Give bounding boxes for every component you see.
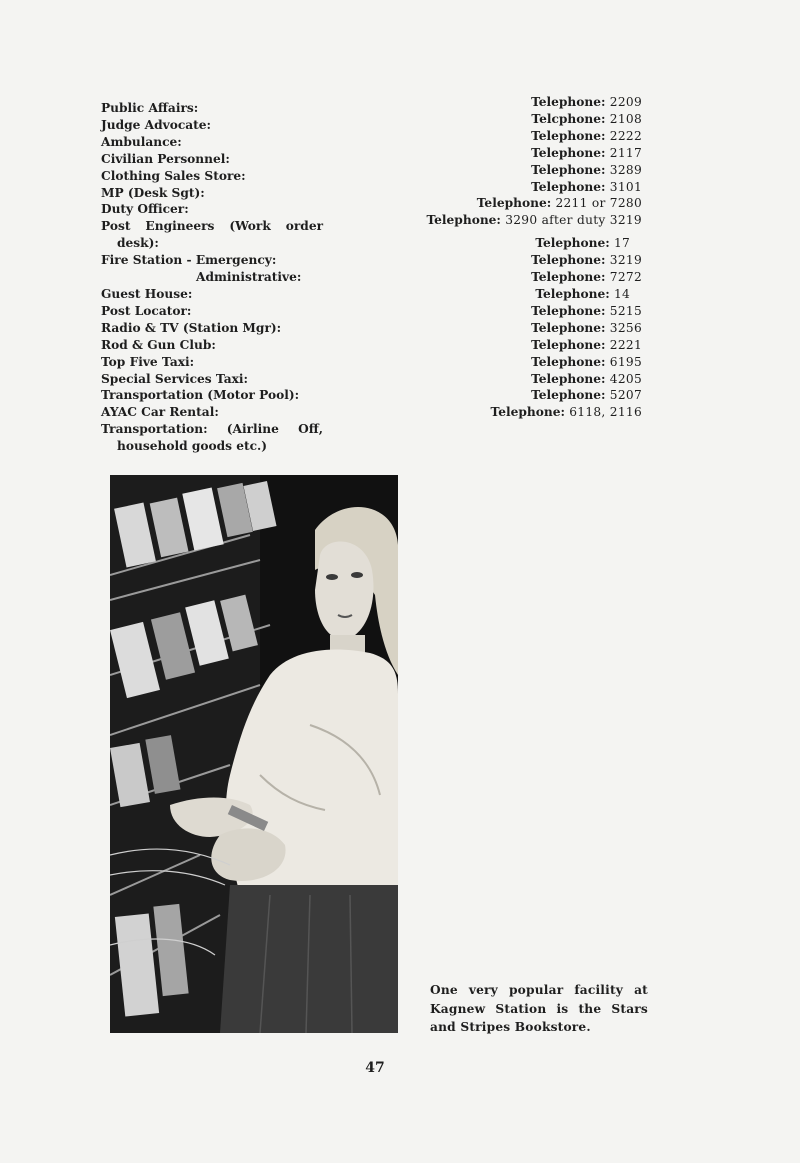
phone-entry: Telcphone: 2108 — [531, 111, 642, 126]
label-radio-tv: Radio & TV (Station Mgr): — [101, 320, 282, 335]
label-transportation-airline: Transportation: (Airline Off, — [101, 422, 323, 437]
label-post-engineers-cont: desk): — [117, 236, 159, 251]
phone-entry: Telephone: 3289 — [531, 162, 642, 177]
phone-entry: Telephone: 3290 after duty 3219 — [426, 213, 642, 228]
label-transportation-airline-cont: household goods etc.) — [117, 439, 268, 454]
phone-entry: Telephone: 3256 — [531, 320, 642, 335]
phone-entry: Telephone: 6195 — [531, 354, 642, 369]
label-ayac-car-rental: AYAC Car Rental: — [101, 405, 219, 420]
phone-entry: Telephone: 3219 — [531, 253, 642, 268]
label-guest-house: Guest House: — [101, 286, 193, 301]
label-fire-station: Fire Station - Emergency: — [101, 253, 277, 268]
label-fire-station-admin: Administrative: — [196, 270, 302, 285]
phone-entry: Telephone: 5207 — [531, 388, 642, 403]
directory-numbers — [400, 94, 642, 421]
label-mp-desk-sgt: MP (Desk Sgt): — [101, 185, 205, 200]
label-top-five-taxi: Top Five Taxi: — [101, 354, 195, 369]
phone-entry: Telephone: 2211 or 7280 — [476, 196, 642, 211]
label-rod-gun-club: Rod & Gun Club: — [101, 337, 216, 352]
phone-entry: Telephone: 6118, 2116 — [490, 405, 642, 420]
label-post-locator: Post Locator: — [101, 303, 192, 318]
phone-entry: Telephone: 5215 — [531, 303, 642, 318]
photo-caption: One very popular facility at Kagnew Station is the Stars and Stripes Bookstore. — [430, 983, 648, 1035]
directory-labels — [101, 100, 323, 455]
label-judge-advocate: Judge Advocate: — [101, 117, 212, 132]
label-special-services-taxi: Special Services Taxi: — [101, 371, 249, 386]
phone-entry: Telephone: 14 — [535, 286, 631, 301]
label-public-affairs: Public Affairs: — [101, 101, 199, 115]
label-ambulance: Ambulance: — [101, 134, 182, 149]
phone-entry: Telephone: 2222 — [531, 128, 642, 143]
label-transportation-motor-pool: Transportation (Motor Pool): — [101, 388, 300, 403]
phone-entry: Telephone: 2221 — [531, 337, 642, 352]
phone-entry: Telephone: 3101 — [531, 179, 642, 194]
phone-entry: Telephone: 2209 — [531, 95, 642, 109]
phone-entry: Telephone: 4205 — [531, 371, 642, 386]
phone-entry: Telephone: 2117 — [531, 145, 642, 160]
label-civilian-personnel: Civilian Personnel: — [101, 151, 230, 166]
phone-entry: Telephone: 7272 — [531, 270, 642, 285]
page-number: 47 — [365, 1060, 385, 1076]
label-post-engineers: Post Engineers (Work order — [101, 219, 323, 234]
bookstore-photo — [110, 475, 398, 1033]
label-clothing-sales-store: Clothing Sales Store: — [101, 168, 246, 183]
phone-entry: Telephone: 17 — [535, 236, 631, 251]
label-duty-officer: Duty Officer: — [101, 202, 189, 217]
